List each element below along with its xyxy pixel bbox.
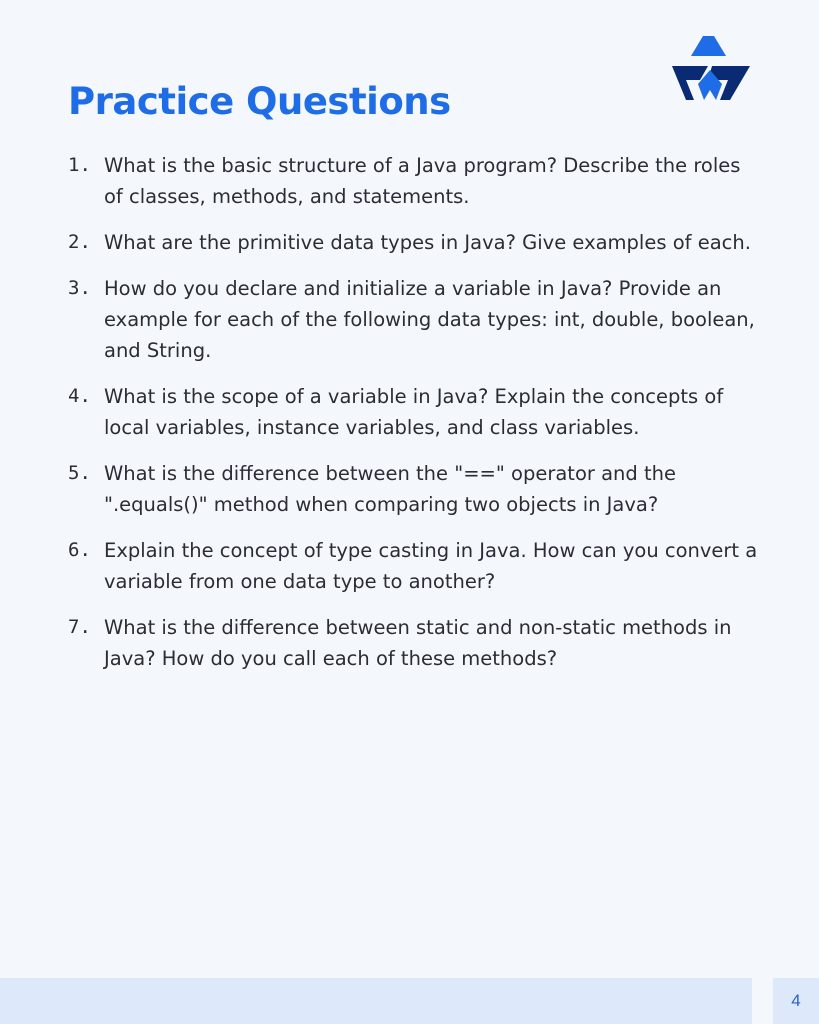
question-text: What is the scope of a variable in Java? Explain the concepts of local variables, instance variables, and class variables. — [104, 385, 724, 439]
page-title: Practice Questions — [68, 80, 451, 123]
brand-logo-icon — [668, 34, 752, 102]
question-text: What is the basic structure of a Java program? Describe the roles of classes, methods, and statements. — [104, 154, 741, 208]
list-item — [68, 381, 758, 443]
list-item — [68, 458, 758, 520]
question-number: 7. — [68, 616, 91, 638]
question-number: 5. — [68, 462, 91, 484]
question-number: 4. — [68, 385, 91, 407]
list-item — [68, 150, 758, 212]
question-text: What are the primitive data types in Java? Give examples of each. — [104, 231, 751, 254]
question-text: What is the difference between static and non-static methods in Java? How do you call each of these methods? — [104, 616, 732, 670]
list-item — [68, 227, 758, 258]
list-item — [68, 273, 758, 366]
question-text: Explain the concept of type casting in Java. How can you convert a variable from one data type to another? — [104, 539, 758, 593]
footer-band — [0, 978, 752, 1024]
question-number: 3. — [68, 277, 91, 299]
question-number: 2. — [68, 231, 91, 253]
list-item — [68, 612, 758, 674]
page-number: 4 — [773, 978, 819, 1024]
question-list — [68, 150, 758, 689]
question-text: What is the difference between the "==" operator and the ".equals()" method when comparing two objects in Java? — [104, 462, 676, 516]
question-text: How do you declare and initialize a variable in Java? Provide an example for each of the following data types: int, double, boolean, and String. — [104, 277, 755, 362]
question-number: 1. — [68, 154, 91, 176]
question-number: 6. — [68, 539, 91, 561]
list-item — [68, 535, 758, 597]
